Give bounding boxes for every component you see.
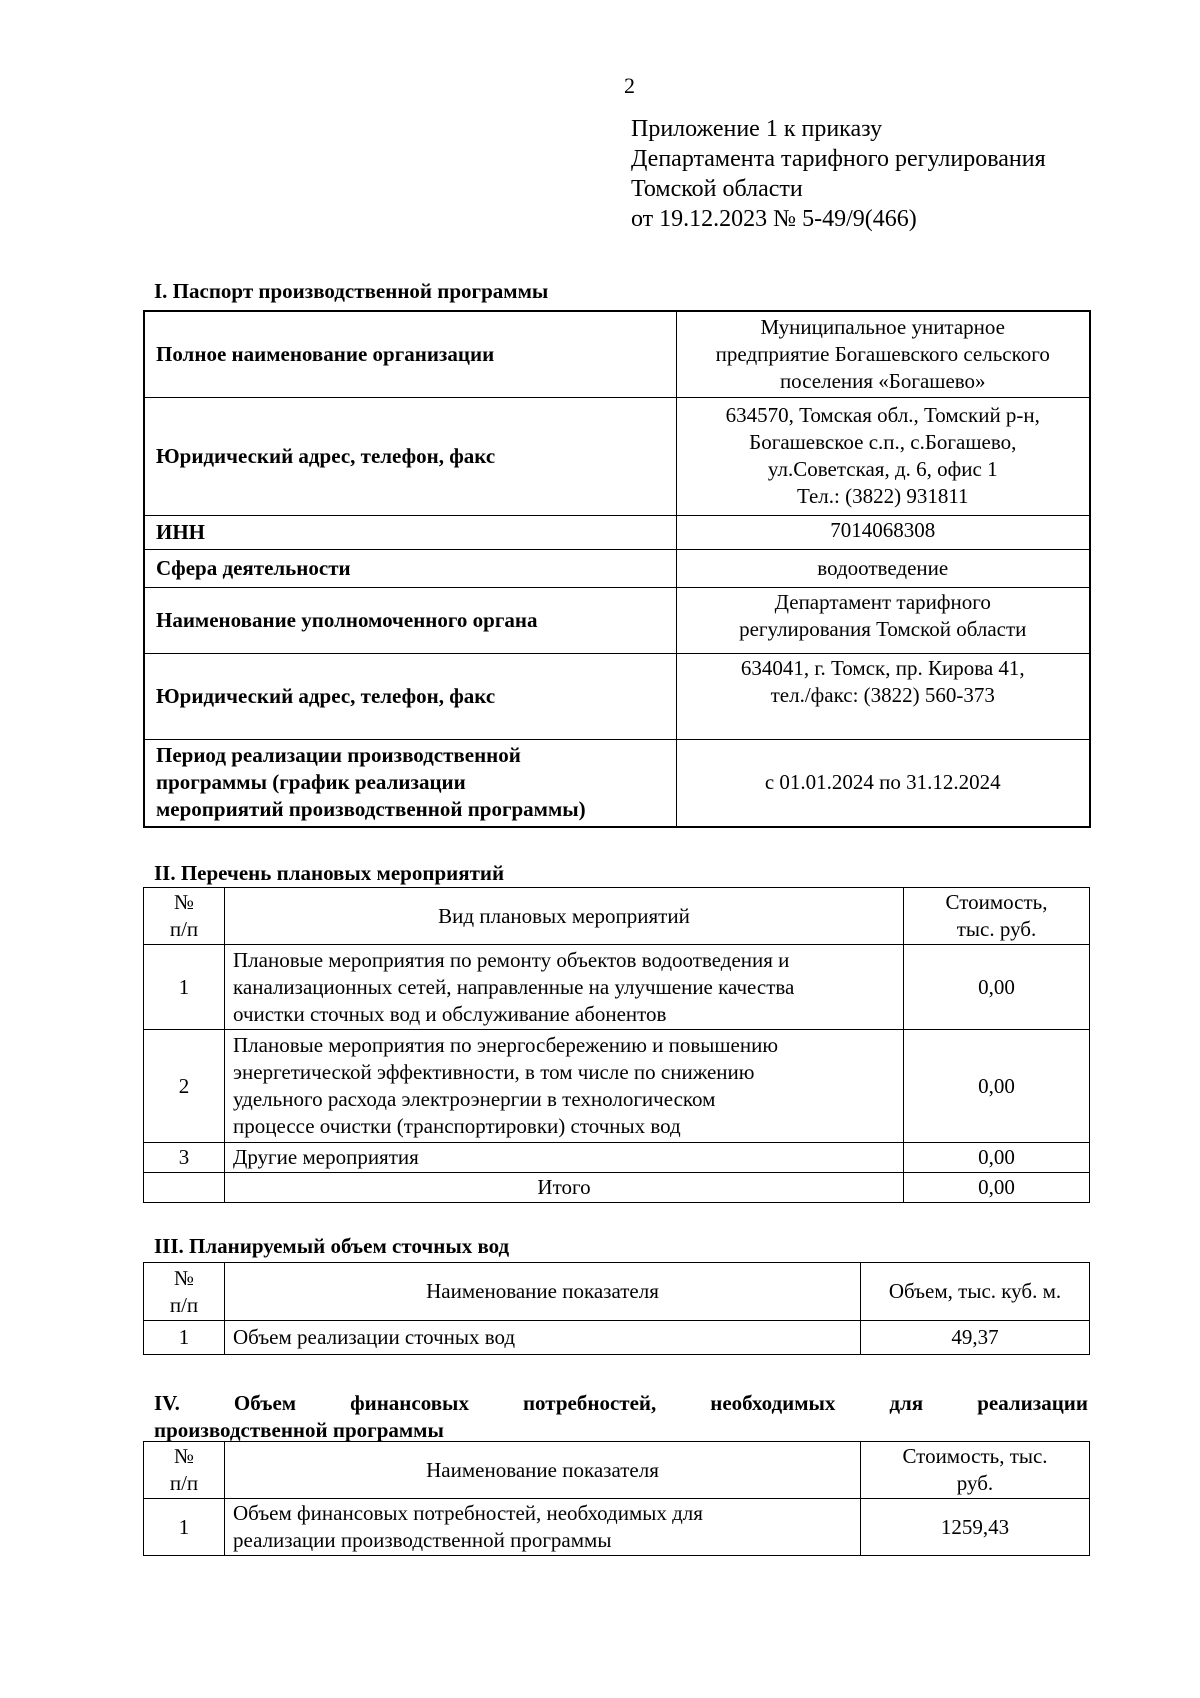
row-value: Муниципальное унитарное предприятие Богашевского сельского поселения «Богашево» (676, 311, 1090, 397)
table-header-row (144, 1263, 1090, 1321)
row-label: Период реализации производственной программы (график реализации мероприятий производственной программы) (144, 739, 676, 827)
header-value: Объем, тыс. куб. м. (861, 1263, 1090, 1321)
table-row (144, 515, 1090, 549)
row-label: ИНН (144, 515, 676, 549)
total-empty (144, 1173, 225, 1203)
row-cost: 0,00 (904, 1030, 1090, 1143)
section4-title: IV. Объем финансовых потребностей, необходимых для реализации производственной программы (154, 1391, 1088, 1442)
table-row (144, 549, 1090, 587)
header-num: № п/п (144, 1442, 225, 1499)
activities-table (143, 887, 1090, 1203)
row-value: 7014068308 (676, 515, 1090, 549)
table-row (144, 1143, 1090, 1173)
finance-table (143, 1441, 1090, 1556)
approval-line: Приложение 1 к приказу (631, 116, 883, 142)
row-name: Другие мероприятия (225, 1143, 904, 1173)
table-row (144, 311, 1090, 397)
approval-line: Томской области (631, 176, 803, 202)
row-name: Объем финансовых потребностей, необходимых для реализации производственной программы (225, 1499, 861, 1556)
row-num: 3 (144, 1143, 225, 1173)
header-name: Наименование показателя (225, 1263, 861, 1321)
passport-table (143, 310, 1091, 828)
table-row (144, 1499, 1090, 1556)
row-name: Плановые мероприятия по ремонту объектов водоотведения и канализационных сетей, направленные на улучшение качества очистки сточных вод и обслуживание абонентов (225, 945, 904, 1030)
approval-line: от 19.12.2023 № 5-49/9(466) (631, 206, 917, 232)
row-value: с 01.01.2024 по 31.12.2024 (676, 739, 1090, 827)
row-num: 1 (144, 1321, 225, 1355)
row-cost: 0,00 (904, 1143, 1090, 1173)
header-name: Вид плановых мероприятий (225, 888, 904, 945)
row-num: 1 (144, 1499, 225, 1556)
row-name: Плановые мероприятия по энергосбережению и повышению энергетической эффективности, в том числе по снижению удельного расхода электроэнергии в технологическом процессе очистки (транспортировки) сточных вод (225, 1030, 904, 1143)
table-row (144, 1030, 1090, 1143)
table-header-row (144, 1442, 1090, 1499)
table-row (144, 739, 1090, 827)
table-row (144, 653, 1090, 739)
header-cost: Стоимость, тыс. руб. (861, 1442, 1090, 1499)
total-label: Итого (225, 1173, 904, 1203)
row-label: Сфера деятельности (144, 549, 676, 587)
row-value: 1259,43 (861, 1499, 1090, 1556)
total-value: 0,00 (904, 1173, 1090, 1203)
volume-table (143, 1262, 1090, 1355)
header-num: № п/п (144, 888, 225, 945)
row-value: 634570, Томская обл., Томский р-н, Богашевское с.п., с.Богашево, ул.Советская, д. 6, офис 1 Тел.: (3822) 931811 (676, 397, 1090, 515)
section3-title: III. Планируемый объем сточных вод (154, 1234, 510, 1258)
table-row (144, 587, 1090, 653)
table-row (144, 945, 1090, 1030)
row-value: Департамент тарифного регулирования Томской области (676, 587, 1090, 653)
header-cost: Стоимость, тыс. руб. (904, 888, 1090, 945)
page-number: 2 (624, 73, 635, 98)
section2-title: II. Перечень плановых мероприятий (154, 861, 505, 885)
row-name: Объем реализации сточных вод (225, 1321, 861, 1355)
row-num: 1 (144, 945, 225, 1030)
header-num: № п/п (144, 1263, 225, 1321)
row-label: Наименование уполномоченного органа (144, 587, 676, 653)
approval-line: Департамента тарифного регулирования (631, 146, 1046, 172)
row-value: водоотведение (676, 549, 1090, 587)
table-header-row (144, 888, 1090, 945)
row-value: 634041, г. Томск, пр. Кирова 41, тел./факс: (3822) 560-373 (676, 653, 1090, 739)
header-name: Наименование показателя (225, 1442, 861, 1499)
row-label: Юридический адрес, телефон, факс (144, 653, 676, 739)
section1-title: I. Паспорт производственной программы (154, 279, 549, 303)
table-row (144, 397, 1090, 515)
approval-block (631, 114, 1046, 234)
table-total-row (144, 1173, 1090, 1203)
row-num: 2 (144, 1030, 225, 1143)
row-value: 49,37 (861, 1321, 1090, 1355)
table-row (144, 1321, 1090, 1355)
row-label: Полное наименование организации (144, 311, 676, 397)
row-cost: 0,00 (904, 945, 1090, 1030)
row-label: Юридический адрес, телефон, факс (144, 397, 676, 515)
